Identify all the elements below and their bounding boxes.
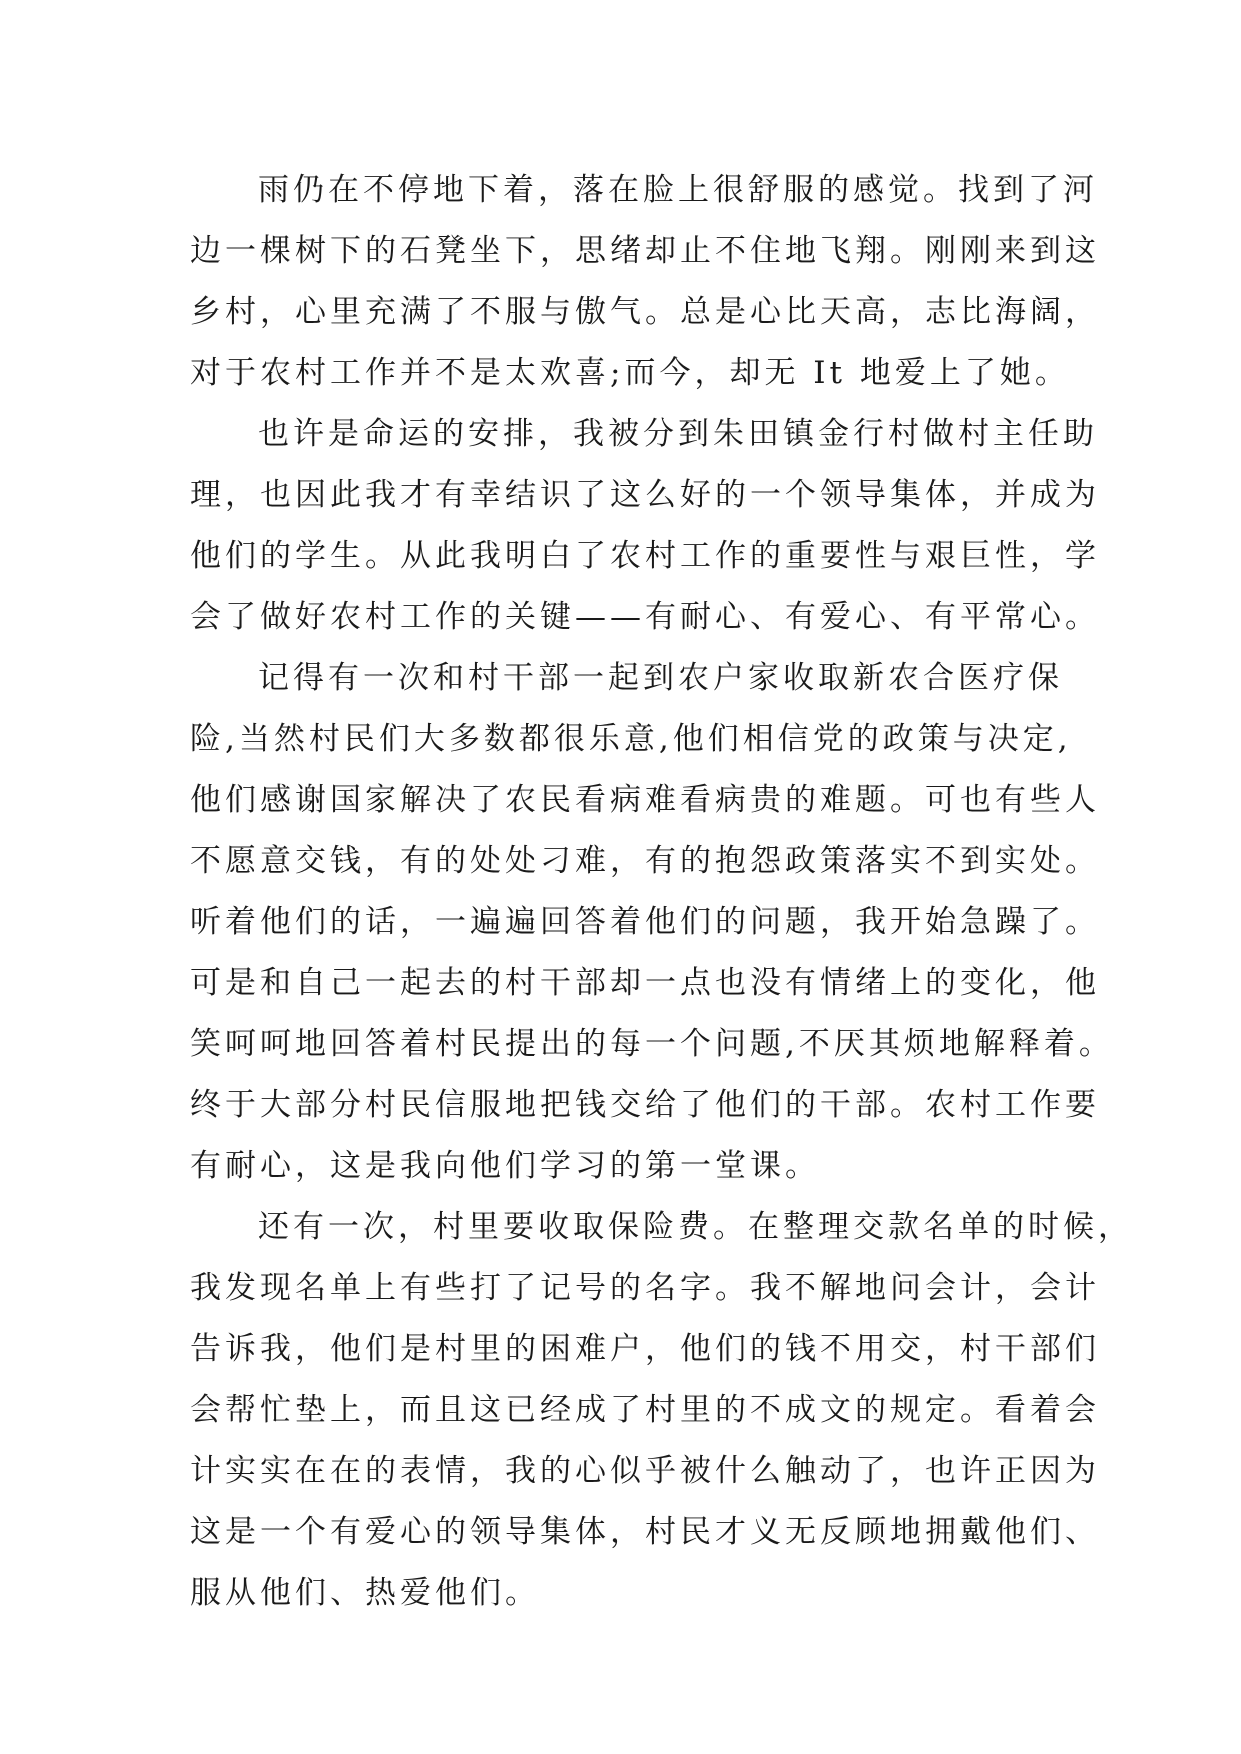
paragraph-1-line-2: 边一棵树下的石凳坐下，思绪却止不住地飞翔。刚刚来到这 — [190, 233, 1100, 269]
paragraph-4-line-3: 告诉我，他们是村里的困难户，他们的钱不用交，村干部们 — [190, 1331, 1100, 1367]
paragraph-3-line-7: 笑呵呵地回答着村民提出的每一个问题,不厌其烦地解释着。 — [190, 1026, 1114, 1062]
paragraph-4-line-5: 计实实在在的表情，我的心似乎被什么触动了，也许正因为 — [190, 1453, 1100, 1489]
paragraph-4-line-2: 我发现名单上有些打了记号的名字。我不解地问会计，会计 — [190, 1270, 1100, 1306]
paragraph-1-line-4: 对于农村工作并不是太欢喜;而今，却无 It 地爱上了她。 — [190, 355, 1070, 391]
paragraph-3-line-6: 可是和自己一起去的村干部却一点也没有情绪上的变化，他 — [190, 965, 1100, 1001]
paragraph-3-line-3: 他们感谢国家解决了农民看病难看病贵的难题。可也有些人 — [190, 782, 1100, 818]
paragraph-3-line-5: 听着他们的话，一遍遍回答着他们的问题，我开始急躁了。 — [190, 904, 1100, 940]
paragraph-3-line-2: 险,当然村民们大多数都很乐意,他们相信党的政策与决定, — [190, 721, 1072, 757]
paragraph-3-line-1: 记得有一次和村干部一起到农户家收取新农合医疗保 — [258, 660, 1063, 696]
paragraph-1-line-1: 雨仍在不停地下着，落在脸上很舒服的感觉。找到了河 — [258, 172, 1098, 208]
document-body — [190, 160, 1133, 1624]
paragraph-2-line-3: 他们的学生。从此我明白了农村工作的重要性与艰巨性，学 — [190, 538, 1100, 574]
paragraph-2-line-1: 也许是命运的安排，我被分到朱田镇金行村做村主任助 — [258, 416, 1098, 452]
paragraph-4-line-4: 会帮忙垫上，而且这已经成了村里的不成文的规定。看着会 — [190, 1392, 1100, 1428]
paragraph-4-line-7: 服从他们、热爱他们。 — [190, 1575, 540, 1611]
paragraph-1-line-3: 乡村，心里充满了不服与傲气。总是心比天高，志比海阔， — [190, 294, 1100, 330]
paragraph-2-line-2: 理，也因此我才有幸结识了这么好的一个领导集体，并成为 — [190, 477, 1100, 513]
paragraph-3-line-9: 有耐心，这是我向他们学习的第一堂课。 — [190, 1148, 820, 1184]
paragraph-3-line-8: 终于大部分村民信服地把钱交给了他们的干部。农村工作要 — [190, 1087, 1100, 1123]
paragraph-4-line-1: 还有一次，村里要收取保险费。在整理交款名单的时候， — [258, 1209, 1133, 1245]
paragraph-3-line-4: 不愿意交钱，有的处处刁难，有的抱怨政策落实不到实处。 — [190, 843, 1100, 879]
paragraph-2-line-4: 会了做好农村工作的关键——有耐心、有爱心、有平常心。 — [190, 599, 1100, 635]
paragraph-4-line-6: 这是一个有爱心的领导集体，村民才义无反顾地拥戴他们、 — [190, 1514, 1100, 1550]
